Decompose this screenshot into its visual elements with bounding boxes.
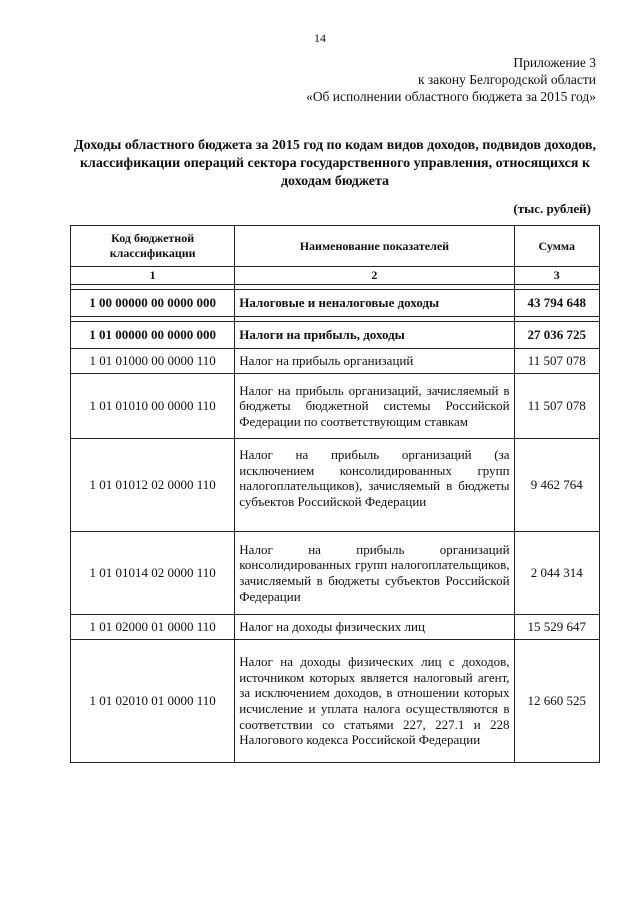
row-sum: 27 036 725 [514, 322, 599, 349]
row-sum: 12 660 525 [514, 640, 599, 763]
row-sum: 11 507 078 [514, 374, 599, 439]
row-sum: 15 529 647 [514, 615, 599, 640]
table-row [71, 349, 600, 374]
column-number: 1 [71, 267, 235, 285]
row-name: Налог на прибыль организаций [235, 349, 514, 374]
table-header-row [71, 226, 600, 267]
table-row [71, 640, 600, 763]
revenue-table [70, 225, 600, 763]
table-row [71, 439, 600, 532]
header-name: Наименование показателей [235, 226, 514, 267]
row-sum: 43 794 648 [514, 290, 599, 317]
row-code: 1 01 01000 00 0000 110 [71, 349, 235, 374]
row-name: Налоги на прибыль, доходы [235, 322, 514, 349]
column-number: 2 [235, 267, 514, 285]
row-code: 1 01 02000 01 0000 110 [71, 615, 235, 640]
row-name: Налоговые и неналоговые доходы [235, 290, 514, 317]
row-name: Налог на доходы физических лиц [235, 615, 514, 640]
row-name: Налог на прибыль организаций (за исключением консолидированных групп налогоплательщиков), зачисляемый в бюджеты субъектов Российской Федерации [235, 439, 514, 532]
column-number-row [71, 267, 600, 285]
row-code: 1 01 01010 00 0000 110 [71, 374, 235, 439]
page-number: 14 [314, 31, 326, 45]
appendix-line-3: «Об исполнении областного бюджета за 2015 год» [306, 89, 596, 104]
table-row [71, 374, 600, 439]
row-name: Налог на прибыль организаций, зачисляемый в бюджеты бюджетной системы Российской Федерации по соответствующим ставкам [235, 374, 514, 439]
row-code: 1 00 00000 00 0000 000 [71, 290, 235, 317]
table-row [71, 322, 600, 349]
column-number: 3 [514, 267, 599, 285]
row-code: 1 01 01012 02 0000 110 [71, 439, 235, 532]
table-row [71, 615, 600, 640]
document-title: Доходы областного бюджета за 2015 год по кодам видов доходов, подвидов доходов, классификации операций сектора государственного управления, относящихся к доходам бюджета [74, 138, 596, 189]
appendix-line-1: Приложение 3 [513, 55, 596, 70]
units-label: (тыс. рублей) [513, 201, 591, 216]
appendix-line-2: к закону Белгородской области [418, 72, 596, 87]
appendix-block [306, 54, 596, 105]
row-code: 1 01 00000 00 0000 000 [71, 322, 235, 349]
row-sum: 11 507 078 [514, 349, 599, 374]
header-code: Код бюджетной классификации [71, 226, 235, 267]
table-row [71, 290, 600, 317]
row-code: 1 01 01014 02 0000 110 [71, 532, 235, 615]
header-sum: Сумма [514, 226, 599, 267]
row-sum: 2 044 314 [514, 532, 599, 615]
row-code: 1 01 02010 01 0000 110 [71, 640, 235, 763]
table-row [71, 532, 600, 615]
row-name: Налог на доходы физических лиц с доходов, источником которых является налоговый агент, за исключением доходов, в отношении которых исчисление и уплата налога осуществляются в соответствии со статьями 227, 227.1 и 228 Налогового кодекса Российской Федерации [235, 640, 514, 763]
row-sum: 9 462 764 [514, 439, 599, 532]
row-name: Налог на прибыль организаций консолидированных групп налогоплательщиков, зачисляемый в бюджеты субъектов Российской Федерации [235, 532, 514, 615]
